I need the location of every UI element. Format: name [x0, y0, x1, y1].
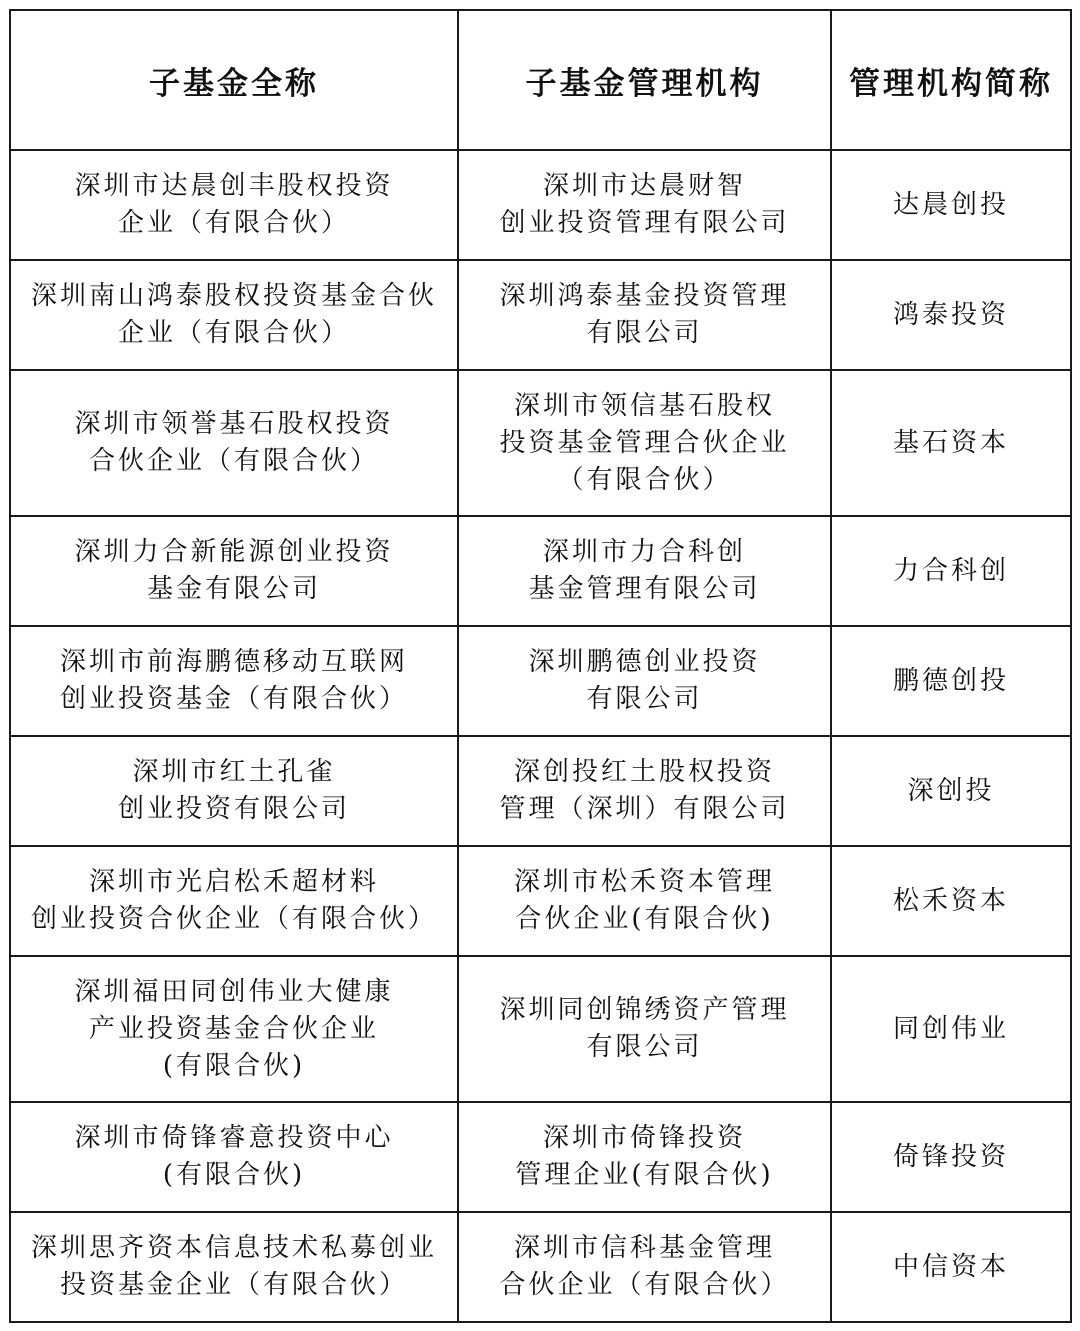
cell-fund-full-name: [10, 846, 458, 956]
fund-manager-line: 基金管理有限公司: [528, 574, 761, 604]
cell-fund-full-name: [10, 260, 458, 370]
fund-full-name-line: 深圳市倚锋睿意投资中心: [74, 1123, 394, 1153]
fund-manager-line: 合伙企业（有限合伙）: [499, 1270, 790, 1300]
cell-manager-short-name: 力合科创: [831, 516, 1071, 626]
fund-manager-line: 有限公司: [586, 318, 703, 348]
fund-full-name-line: 投资基金企业（有限合伙）: [59, 1270, 408, 1300]
fund-full-name-line: 深圳南山鸿泰股权投资基金合伙: [30, 281, 437, 311]
cell-fund-manager: [458, 846, 831, 956]
table-row: [10, 736, 1071, 846]
fund-full-name-line: 基金有限公司: [146, 574, 321, 604]
fund-manager-line: 深圳市达晨财智: [542, 171, 746, 201]
cell-fund-full-name: [10, 516, 458, 626]
fund-manager-line: 创业投资管理有限公司: [499, 208, 790, 238]
cell-manager-short-name: 基石资本: [831, 370, 1071, 516]
cell-manager-short-name: 鹏德创投: [831, 626, 1071, 736]
fund-manager-line: 深圳市领信基石股权: [513, 390, 775, 421]
sub-fund-table: [9, 9, 1072, 1323]
cell-manager-short-name: 同创伟业: [831, 956, 1071, 1102]
fund-full-name-line: 深圳市光启松禾超材料: [88, 867, 379, 897]
fund-full-name-line: (有限合伙): [162, 1050, 306, 1081]
fund-manager-line: 有限公司: [586, 1032, 703, 1062]
cell-fund-manager: [458, 956, 831, 1102]
cell-fund-full-name: [10, 1212, 458, 1322]
cell-fund-manager: [458, 1102, 831, 1212]
cell-manager-short-name: 鸿泰投资: [831, 260, 1071, 370]
fund-table-container: [9, 9, 1070, 1323]
cell-fund-manager: [458, 626, 831, 736]
cell-fund-manager: [458, 516, 831, 626]
fund-manager-line: 深圳市松禾资本管理: [513, 867, 775, 897]
cell-fund-manager: [458, 260, 831, 370]
fund-full-name-line: 合伙企业（有限合伙）: [88, 446, 379, 476]
fund-manager-line: 深圳鹏德创业投资: [528, 647, 761, 677]
table-header-row: [10, 10, 1071, 150]
fund-manager-line: 深圳同创锦绣资产管理: [499, 995, 790, 1025]
fund-full-name-line: 创业投资有限公司: [117, 794, 350, 824]
table-row: [10, 956, 1071, 1102]
fund-manager-line: 合伙企业(有限合伙): [515, 904, 774, 934]
table-body: [10, 150, 1071, 1322]
fund-full-name-line: 创业投资合伙企业（有限合伙）: [30, 904, 437, 934]
cell-manager-short-name: 倚锋投资: [831, 1102, 1071, 1212]
cell-fund-full-name: [10, 956, 458, 1102]
table-row: [10, 626, 1071, 736]
fund-full-name-line: 创业投资基金（有限合伙）: [59, 684, 408, 714]
fund-manager-line: （有限合伙）: [557, 464, 732, 495]
fund-manager-line: 管理企业(有限合伙): [515, 1160, 774, 1190]
cell-manager-short-name: 松禾资本: [831, 846, 1071, 956]
cell-fund-full-name: [10, 1102, 458, 1212]
cell-fund-full-name: [10, 370, 458, 516]
table-row: [10, 260, 1071, 370]
table-row: [10, 370, 1071, 516]
fund-full-name-line: 深圳市红土孔雀: [132, 757, 336, 787]
cell-fund-manager: [458, 1212, 831, 1322]
fund-full-name-line: 深圳思齐资本信息技术私募创业: [30, 1233, 437, 1263]
cell-fund-manager: [458, 736, 831, 846]
fund-full-name-line: 产业投资基金合伙企业: [88, 1013, 379, 1044]
fund-full-name-line: 深圳市前海鹏德移动互联网: [59, 647, 408, 677]
cell-fund-manager: [458, 150, 831, 260]
header-fund-full-name: 子基金全称: [10, 10, 458, 150]
fund-full-name-line: 企业（有限合伙）: [117, 318, 350, 348]
fund-full-name-line: 深圳福田同创伟业大健康: [74, 976, 394, 1007]
fund-manager-line: 管理（深圳）有限公司: [499, 794, 790, 824]
fund-full-name-line: 深圳市达晨创丰股权投资: [74, 171, 394, 201]
cell-manager-short-name: 深创投: [831, 736, 1071, 846]
table-row: [10, 1102, 1071, 1212]
fund-manager-line: 深圳鸿泰基金投资管理: [499, 281, 790, 311]
table-row: [10, 516, 1071, 626]
fund-manager-line: 有限公司: [586, 684, 703, 714]
fund-manager-line: 深创投红土股权投资: [513, 757, 775, 787]
cell-fund-full-name: [10, 736, 458, 846]
table-row: [10, 1212, 1071, 1322]
fund-manager-line: 深圳市信科基金管理: [513, 1233, 775, 1263]
fund-manager-line: 深圳市力合科创: [542, 537, 746, 567]
fund-full-name-line: (有限合伙): [162, 1160, 306, 1190]
cell-fund-full-name: [10, 150, 458, 260]
fund-full-name-line: 深圳市领誉基石股权投资: [74, 409, 394, 439]
fund-manager-line: 深圳市倚锋投资: [542, 1123, 746, 1153]
cell-fund-full-name: [10, 626, 458, 736]
table-row: [10, 150, 1071, 260]
fund-full-name-line: 深圳力合新能源创业投资: [74, 537, 394, 567]
fund-manager-line: 投资基金管理合伙企业: [499, 427, 790, 458]
header-fund-manager: 子基金管理机构: [458, 10, 831, 150]
cell-manager-short-name: 达晨创投: [831, 150, 1071, 260]
header-manager-short-name: 管理机构简称: [831, 10, 1071, 150]
table-row: [10, 846, 1071, 956]
cell-manager-short-name: 中信资本: [831, 1212, 1071, 1322]
fund-full-name-line: 企业（有限合伙）: [117, 208, 350, 238]
cell-fund-manager: [458, 370, 831, 516]
